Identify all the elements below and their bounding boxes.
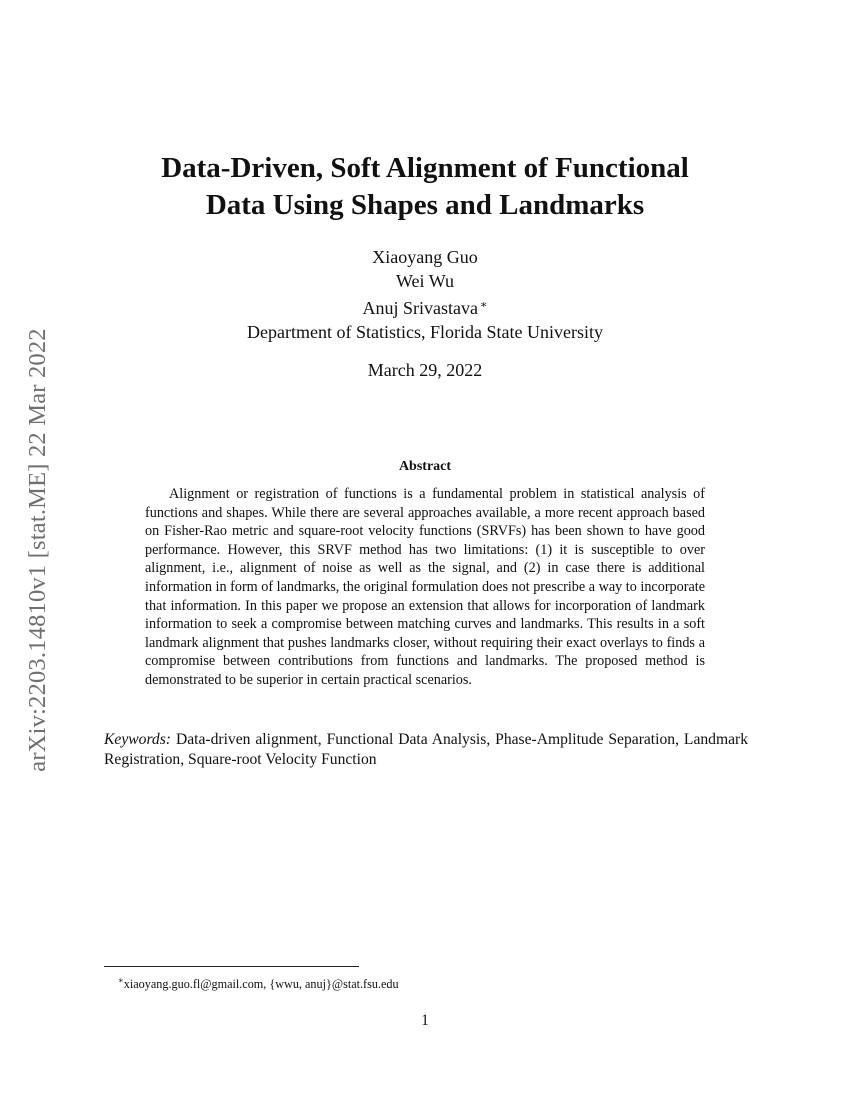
page-number: 1 — [421, 1012, 429, 1029]
author-name-with-footnote — [100, 293, 750, 320]
title-line-1: Data-Driven, Soft Alignment of Functional — [161, 152, 689, 184]
footnote-marker: ∗ — [480, 299, 488, 311]
footnote-emails: xiaoyang.guo.fl@gmail.com, {wwu, anuj}@stat.fsu.edu — [123, 977, 399, 991]
keywords-paragraph — [104, 730, 748, 770]
author-block — [100, 245, 750, 344]
author-name: Xiaoyang Guo — [372, 247, 478, 267]
affiliation: Department of Statistics, Florida State University — [247, 322, 603, 342]
keywords-text: Data-driven alignment, Functional Data Analysis, Phase-Amplitude Separation, Landmark Registration, Square-root Velocity Function — [104, 731, 748, 768]
publication-date: March 29, 2022 — [367, 360, 483, 380]
arxiv-identifier-stamp: arXiv:2203.14810v1 [stat.ME] 22 Mar 2022 — [24, 328, 51, 772]
title-line-2: Data Using Shapes and Landmarks — [205, 189, 645, 221]
abstract-heading: Abstract — [398, 459, 452, 474]
abstract-text: Alignment or registration of functions is a fundamental problem in statistical analysis of functions and shapes. While there are several approaches available, a more recent approach based on Fisher-Rao metric and square-root velocity functions (SRVFs) has been shown to have good performance. However, this SRVF method has two limitations: (1) it is susceptible to over alignment, i.e., alignment of noise as well as the signal, and (2) in case there is additional information in form of landmarks, the original formulation does not prescribe a way to incorporate that information. In this paper we propose an extension that allows for incorporation of landmark information to seek a compromise between matching curves and landmarks. This results in a soft landmark alignment that pushes landmarks closer, without requiring their exact overlays to finds a compromise between contributions from functions and landmarks. The proposed method is demonstrated to be superior in certain practical scenarios. — [145, 486, 705, 688]
footnote-divider — [104, 966, 359, 967]
author-name: Wei Wu — [396, 271, 454, 291]
author-name: Anuj Srivastava — [362, 298, 478, 318]
footnote — [118, 972, 399, 992]
footnote-marker: ∗ — [118, 975, 124, 985]
paper-title — [100, 150, 750, 224]
keywords-label: Keywords: — [104, 731, 171, 748]
